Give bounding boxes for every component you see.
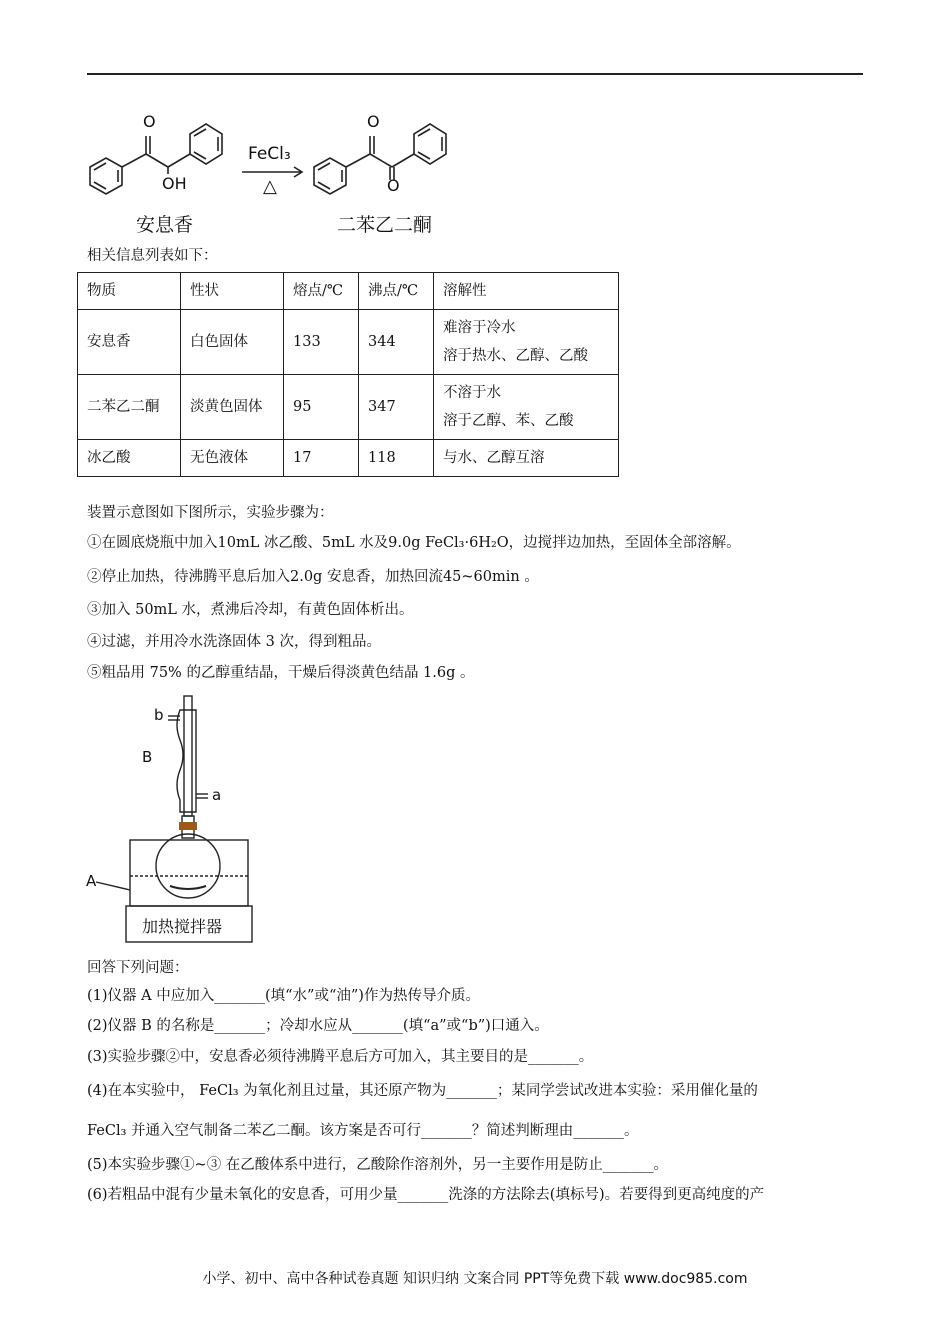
question-1: (1)仪器 A 中应加入_______(填“水”或“油”)作为热传导介质。 (87, 988, 480, 1004)
cell-appearance: 淡黄色固体 (181, 375, 284, 440)
header-cell: 物质 (78, 273, 181, 310)
question-6: (6)若粗品中混有少量未氧化的安息香，可用少量_______洗涤的方法除去(填标号)。若要得到更高纯度的产 (87, 1187, 765, 1203)
reagent-label: FeCl₃ (248, 144, 291, 164)
carbonyl-o-label: O (143, 112, 156, 131)
steps-intro: 装置示意图如下图所示，实验步骤为： (87, 505, 334, 521)
outlet-b-label: b (154, 706, 164, 724)
product-o-label-1: O (367, 112, 380, 131)
question-4-continued: FeCl₃ 并通入空气制备二苯乙二酮。该方案是否可行_______？简述判断理由_______。 (87, 1123, 639, 1139)
step-2: ②停止加热，待沸腾平息后加入2.0g 安息香，加热回流45~60min 。 (87, 569, 539, 585)
header-cell: 沸点/℃ (359, 273, 434, 310)
product-o-label-2: O (387, 176, 400, 195)
bath-A-label: A (86, 872, 97, 890)
cell-name: 冰乙酸 (78, 440, 181, 477)
step-1: ①在圆底烧瓶中加入10mL 冰乙酸、5mL 水及9.0g FeCl₃·6H₂O，边搅拌边加热，至固体全部溶解。 (87, 535, 741, 551)
apparatus-diagram (84, 690, 264, 946)
cell-bp: 347 (359, 375, 434, 440)
question-5: (5)本实验步骤①~③ 在乙酸体系中进行，乙酸除作溶剂外，另一主要作用是防止_______。 (87, 1157, 669, 1173)
heat-condition-label: △ (263, 176, 277, 197)
table-row (78, 375, 619, 440)
table-row (78, 310, 619, 375)
inlet-a-label: a (212, 786, 222, 804)
properties-table (77, 272, 619, 477)
cell-solubility: 与水、乙醇互溶 (434, 440, 619, 477)
hydroxyl-label: OH (162, 174, 187, 193)
cell-appearance: 白色固体 (181, 310, 284, 375)
solubility-line: 不溶于水 (443, 385, 501, 401)
cell-solubility (434, 310, 619, 375)
solubility-line: 溶于热水、乙醇、乙酸 (443, 348, 588, 364)
reactant-name: 安息香 (136, 214, 194, 236)
cell-appearance: 无色液体 (181, 440, 284, 477)
cell-bp: 118 (359, 440, 434, 477)
cell-solubility (434, 375, 619, 440)
solubility-line: 难溶于冷水 (443, 320, 516, 336)
question-2: (2)仪器 B 的名称是_______；冷却水应从_______(填“a”或“b”)口通入。 (87, 1018, 549, 1034)
table-intro: 相关信息列表如下： (87, 248, 218, 264)
reaction-scheme (80, 112, 480, 242)
apparatus-drawing (84, 690, 264, 946)
condenser-B-label: B (142, 748, 153, 766)
page-footer: 小学、初中、高中各种试卷真题 知识归纳 文案合同 PPT等免费下载 www.doc985.com (202, 1271, 748, 1287)
cell-mp: 17 (284, 440, 359, 477)
header-cell: 性状 (181, 273, 284, 310)
cell-name: 二苯乙二酮 (78, 375, 181, 440)
stirrer-label: 加热搅拌器 (142, 917, 223, 936)
product-name: 二苯乙二酮 (337, 214, 433, 236)
question-4: (4)在本实验中， FeCl₃ 为氧化剂且过量，其还原产物为_______；某同学尝试改进本实验：采用催化量的 (87, 1083, 758, 1099)
header-cell: 溶解性 (434, 273, 619, 310)
table-row (78, 440, 619, 477)
step-3: ③加入 50mL 水，煮沸后冷却，有黄色固体析出。 (87, 602, 414, 618)
cell-name: 安息香 (78, 310, 181, 375)
question-3: (3)实验步骤②中，安息香必须待沸腾平息后方可加入，其主要目的是_______。 (87, 1049, 594, 1065)
stir-bar (170, 886, 206, 889)
cell-mp: 133 (284, 310, 359, 375)
header-rule (87, 73, 863, 75)
solubility-line: 溶于乙醇、苯、乙酸 (443, 413, 574, 429)
step-5: ⑤粗品用 75% 的乙醇重结晶，干燥后得淡黄色结晶 1.6g 。 (87, 665, 475, 681)
table-header-row (78, 273, 619, 310)
header-cell: 熔点/℃ (284, 273, 359, 310)
cell-bp: 344 (359, 310, 434, 375)
step-4: ④过滤，并用冷水洗涤固体 3 次，得到粗品。 (87, 634, 381, 650)
questions-intro: 回答下列问题： (87, 960, 189, 976)
cell-mp: 95 (284, 375, 359, 440)
stopper (179, 822, 197, 830)
